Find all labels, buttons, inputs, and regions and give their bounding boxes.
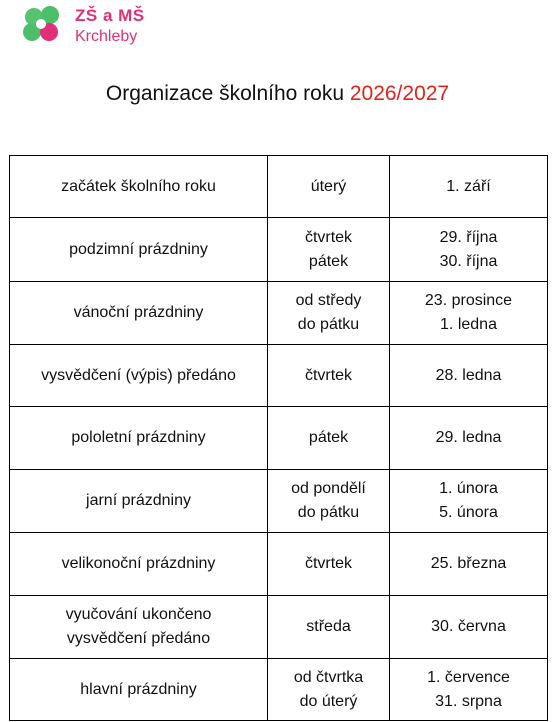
day-cell <box>268 596 390 659</box>
logo-subtitle: Krchleby <box>75 28 138 45</box>
date-text: 30. října <box>439 252 498 270</box>
date-cell <box>390 533 548 596</box>
day-cell <box>268 470 390 533</box>
date-cell <box>390 345 548 407</box>
date-cell <box>390 156 548 218</box>
day-text: středa <box>306 618 351 635</box>
school-year-table <box>9 155 548 721</box>
event-cell <box>10 282 268 345</box>
table-row <box>10 218 548 282</box>
table-row <box>10 156 548 218</box>
table-row <box>10 596 548 659</box>
event-cell <box>10 345 268 407</box>
date-text: 5. února <box>439 504 498 521</box>
event-text: jarní prázdniny <box>86 492 191 509</box>
event-cell <box>10 533 268 596</box>
table-row <box>10 533 548 596</box>
school-logo <box>20 3 150 47</box>
event-cell <box>10 659 268 721</box>
date-cell <box>390 407 548 470</box>
date-text: 31. srpna <box>435 692 502 710</box>
event-text: hlavní prázdniny <box>80 680 197 698</box>
page-title <box>0 82 555 106</box>
date-text: 1. září <box>446 177 491 195</box>
day-text: čtvrtek <box>304 228 353 246</box>
day-cell <box>268 218 390 282</box>
date-text: 1. července <box>427 668 510 686</box>
event-text: podzimní prázdniny <box>69 240 208 258</box>
date-text: 25. března <box>430 555 507 572</box>
event-text: vyučování ukončeno <box>65 606 212 623</box>
date-text: 29. ledna <box>435 429 502 446</box>
day-cell <box>268 345 390 407</box>
event-text: začátek školního roku <box>61 177 216 195</box>
event-text: pololetní prázdniny <box>71 429 206 446</box>
event-text: velikonoční prázdniny <box>61 555 216 572</box>
date-cell <box>390 470 548 533</box>
logo-title: ZŠ a MŠ <box>75 6 145 25</box>
event-text: vysvědčení (výpis) předáno <box>41 366 236 384</box>
date-text: 1. února <box>439 480 498 497</box>
day-text: od čtvrtka <box>293 668 364 686</box>
date-text: 28. ledna <box>435 366 502 384</box>
day-text: od středy <box>295 292 362 309</box>
day-cell <box>268 533 390 596</box>
date-text: 23. prosince <box>424 292 513 309</box>
date-text: 30. června <box>431 618 506 635</box>
event-text: vánoční prázdniny <box>73 304 204 321</box>
date-cell <box>390 596 548 659</box>
date-cell <box>390 282 548 345</box>
day-text: pátek <box>308 429 349 446</box>
day-text: čtvrtek <box>304 555 353 572</box>
day-text: do pátku <box>297 504 360 521</box>
day-cell <box>268 156 390 218</box>
date-text: 29. října <box>439 228 498 246</box>
day-text: do úterý <box>299 692 358 710</box>
event-text: vysvědčení předáno <box>66 630 211 647</box>
title-year: 2026/2027 <box>349 82 450 105</box>
event-cell <box>10 218 268 282</box>
day-text: pátek <box>308 252 349 270</box>
day-cell <box>268 282 390 345</box>
table-row <box>10 345 548 407</box>
date-text: 1. ledna <box>440 316 497 333</box>
table-row <box>10 282 548 345</box>
table-row <box>10 659 548 721</box>
event-cell <box>10 407 268 470</box>
date-cell <box>390 659 548 721</box>
day-text: od pondělí <box>291 480 366 497</box>
day-text: do pátku <box>297 316 360 333</box>
table-row <box>10 470 548 533</box>
day-cell <box>268 407 390 470</box>
event-cell <box>10 596 268 659</box>
event-cell <box>10 156 268 218</box>
clover-icon <box>20 3 70 47</box>
event-cell <box>10 470 268 533</box>
table-row <box>10 407 548 470</box>
day-cell <box>268 659 390 721</box>
day-text: čtvrtek <box>304 366 353 384</box>
day-text: úterý <box>310 177 347 195</box>
title-text: Organizace školního roku <box>105 82 350 105</box>
date-cell <box>390 218 548 282</box>
